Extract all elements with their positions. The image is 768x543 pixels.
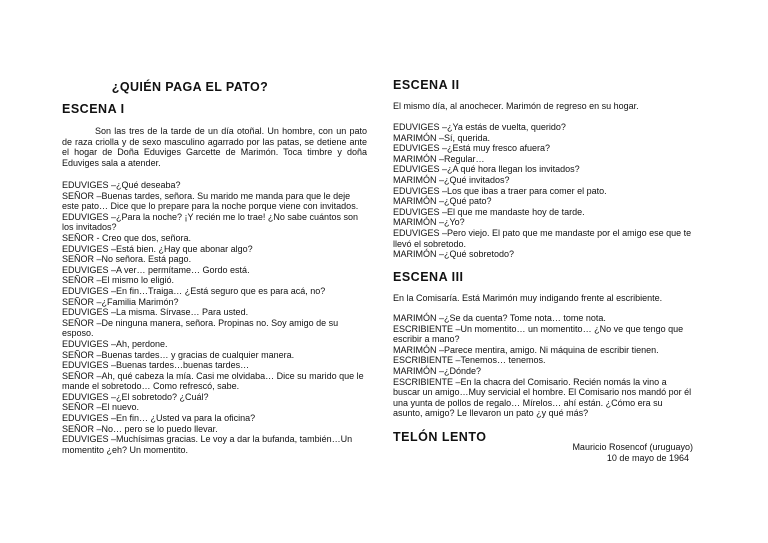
author-signature: Mauricio Rosencof (uruguayo) [572, 442, 693, 452]
dialogue-line: EDUVIGES –Ah, perdone. [62, 338, 168, 349]
date-line: 10 de mayo de 1964 [606, 453, 689, 463]
scene-1-dialogue [62, 180, 367, 455]
dialogue-line: SEÑOR –No señora. Está pago. [62, 254, 192, 265]
dialogue-line: MARIMÓN –Sí, querida. [393, 132, 491, 143]
dialogue-line: ESCRIBIENTE –Un momentito… un momentito… ¿No ve que tengo que escribir a mano? [393, 323, 684, 345]
dialogue-line: MARIMÓN –¿Se da cuenta? Tome nota… tome nota. [393, 313, 606, 323]
dialogue-line: ESCRIBIENTE –Tenemos… tenemos. [393, 355, 546, 366]
scene-3-heading: ESCENA III [393, 270, 464, 284]
play-title: ¿QUIÉN PAGA EL PATO? [111, 80, 269, 94]
dialogue-line: EDUVIGES –¿El sobretodo? ¿Cuál? [62, 391, 209, 402]
dialogue-line: EDUVIGES –Los que ibas a traer para comer el pato. [393, 185, 607, 196]
scene-1-intro: Son las tres de la tarde de un día otoñal. Un hombre, con un pato de raza criolla y de sexo masculino agarrado por las patas, se detiene ante el hogar de Doña Eduviges Garcette de Marimón. Toca timbre y doña Eduviges sala a atender. [62, 126, 367, 168]
dialogue-line: MARIMÓN –¿Dónde? [393, 365, 482, 376]
scene-2-dialogue [393, 122, 693, 260]
dialogue-line: SEÑOR –De ninguna manera, señora. Propinas no. Soy amigo de su esposo. [62, 317, 339, 339]
dialogue-line: EDUVIGES –Buenas tardes…buenas tardes… [62, 360, 250, 371]
dialogue-line: EDUVIGES –En fin…Traiga… ¿Está seguro que es para acá, no? [62, 285, 326, 296]
dialogue-line: MARIMÓN –¿Qué sobretodo? [393, 249, 515, 260]
dialogue-line: EDUVIGES –¿Para la noche? ¡Y recién me lo trae! ¿No sabe cuántos son los invitados? [62, 211, 358, 233]
dialogue-line: EDUVIGES –¿A qué hora llegan los invitados? [393, 164, 580, 175]
dialogue-line: SEÑOR –Buenas tardes, señora. Su marido me manda para que le deje este pato… Dice que lo prepare para la noche porque viene con invitados. [62, 190, 359, 212]
dialogue-line: SEÑOR –Buenas tardes… y gracias de cualquier manera. [62, 349, 295, 360]
dialogue-line: SEÑOR –El mismo lo eligió. [62, 275, 175, 286]
dialogue-line: ESCRIBIENTE –En la chacra del Comisario. Recién nomás la vino a buscar un amigo…Muy servicial el hombre. El Comisario nos mandó por él una yunta de pollos de regalo… Mírelos… ahí están. ¿Cómo era su asunto, amigo? Le llevaron un pato ¿y qué más? [393, 376, 692, 419]
dialogue-line: SEÑOR –No… pero se lo puedo llevar. [62, 423, 218, 434]
scene-2-intro: El mismo día, al anochecer. Marimón de regreso en su hogar. [393, 101, 639, 111]
dialogue-line: MARIMÓN –¿Qué invitados? [393, 174, 510, 185]
curtain-heading: TELÓN LENTO [393, 430, 487, 444]
dialogue-line: EDUVIGES –Está bien. ¿Hay que abonar algo? [62, 243, 253, 254]
scene-2-heading: ESCENA II [393, 78, 460, 92]
dialogue-line: EDUVIGES –¿Está muy fresco afuera? [393, 143, 551, 154]
dialogue-line: EDUVIGES –En fin… ¿Usted va para la oficina? [62, 413, 256, 424]
dialogue-line: EDUVIGES –A ver… permítame… Gordo está. [62, 264, 250, 275]
scene-3-dialogue [393, 313, 693, 419]
dialogue-line: MARIMÓN –¿Qué pato? [393, 196, 492, 207]
dialogue-line: EDUVIGES –¿Qué deseaba? [62, 180, 181, 190]
scene-3-intro: En la Comisaría. Está Marimón muy indigando frente al escribiente. [393, 293, 663, 303]
dialogue-line: SEÑOR –El nuevo. [62, 402, 140, 413]
dialogue-line: EDUVIGES –La misma. Sírvase… Para usted. [62, 307, 249, 318]
dialogue-line: EDUVIGES –El que me mandaste hoy de tarde. [393, 206, 585, 217]
dialogue-line: SEÑOR - Creo que dos, señora. [62, 232, 192, 243]
dialogue-line: MARIMÓN –Parece mentira, amigo. Ni máquina de escribir tienen. [393, 344, 659, 355]
scene-1-heading: ESCENA I [62, 102, 125, 116]
dialogue-line: EDUVIGES –Muchísimas gracias. Le voy a dar la bufanda, también…Un momentito ¿eh? Un momentito. [62, 434, 353, 455]
dialogue-line: EDUVIGES –¿Ya estás de vuelta, querido? [393, 122, 566, 132]
dialogue-line: MARIMÓN –Regular… [393, 153, 485, 164]
dialogue-line: MARIMÓN –¿Yo? [393, 217, 465, 228]
dialogue-line: SEÑOR –Ah, qué cabeza la mía. Casi me olvidaba… Dice su marido que le mande el sobretodo… Como refrescó, sabe. [62, 370, 364, 392]
dialogue-line: EDUVIGES –Pero viejo. El pato que me mandaste por el amigo ese que te llevó el sobretodo. [393, 227, 692, 249]
dialogue-line: SEÑOR –¿Familia Marimón? [62, 296, 179, 307]
